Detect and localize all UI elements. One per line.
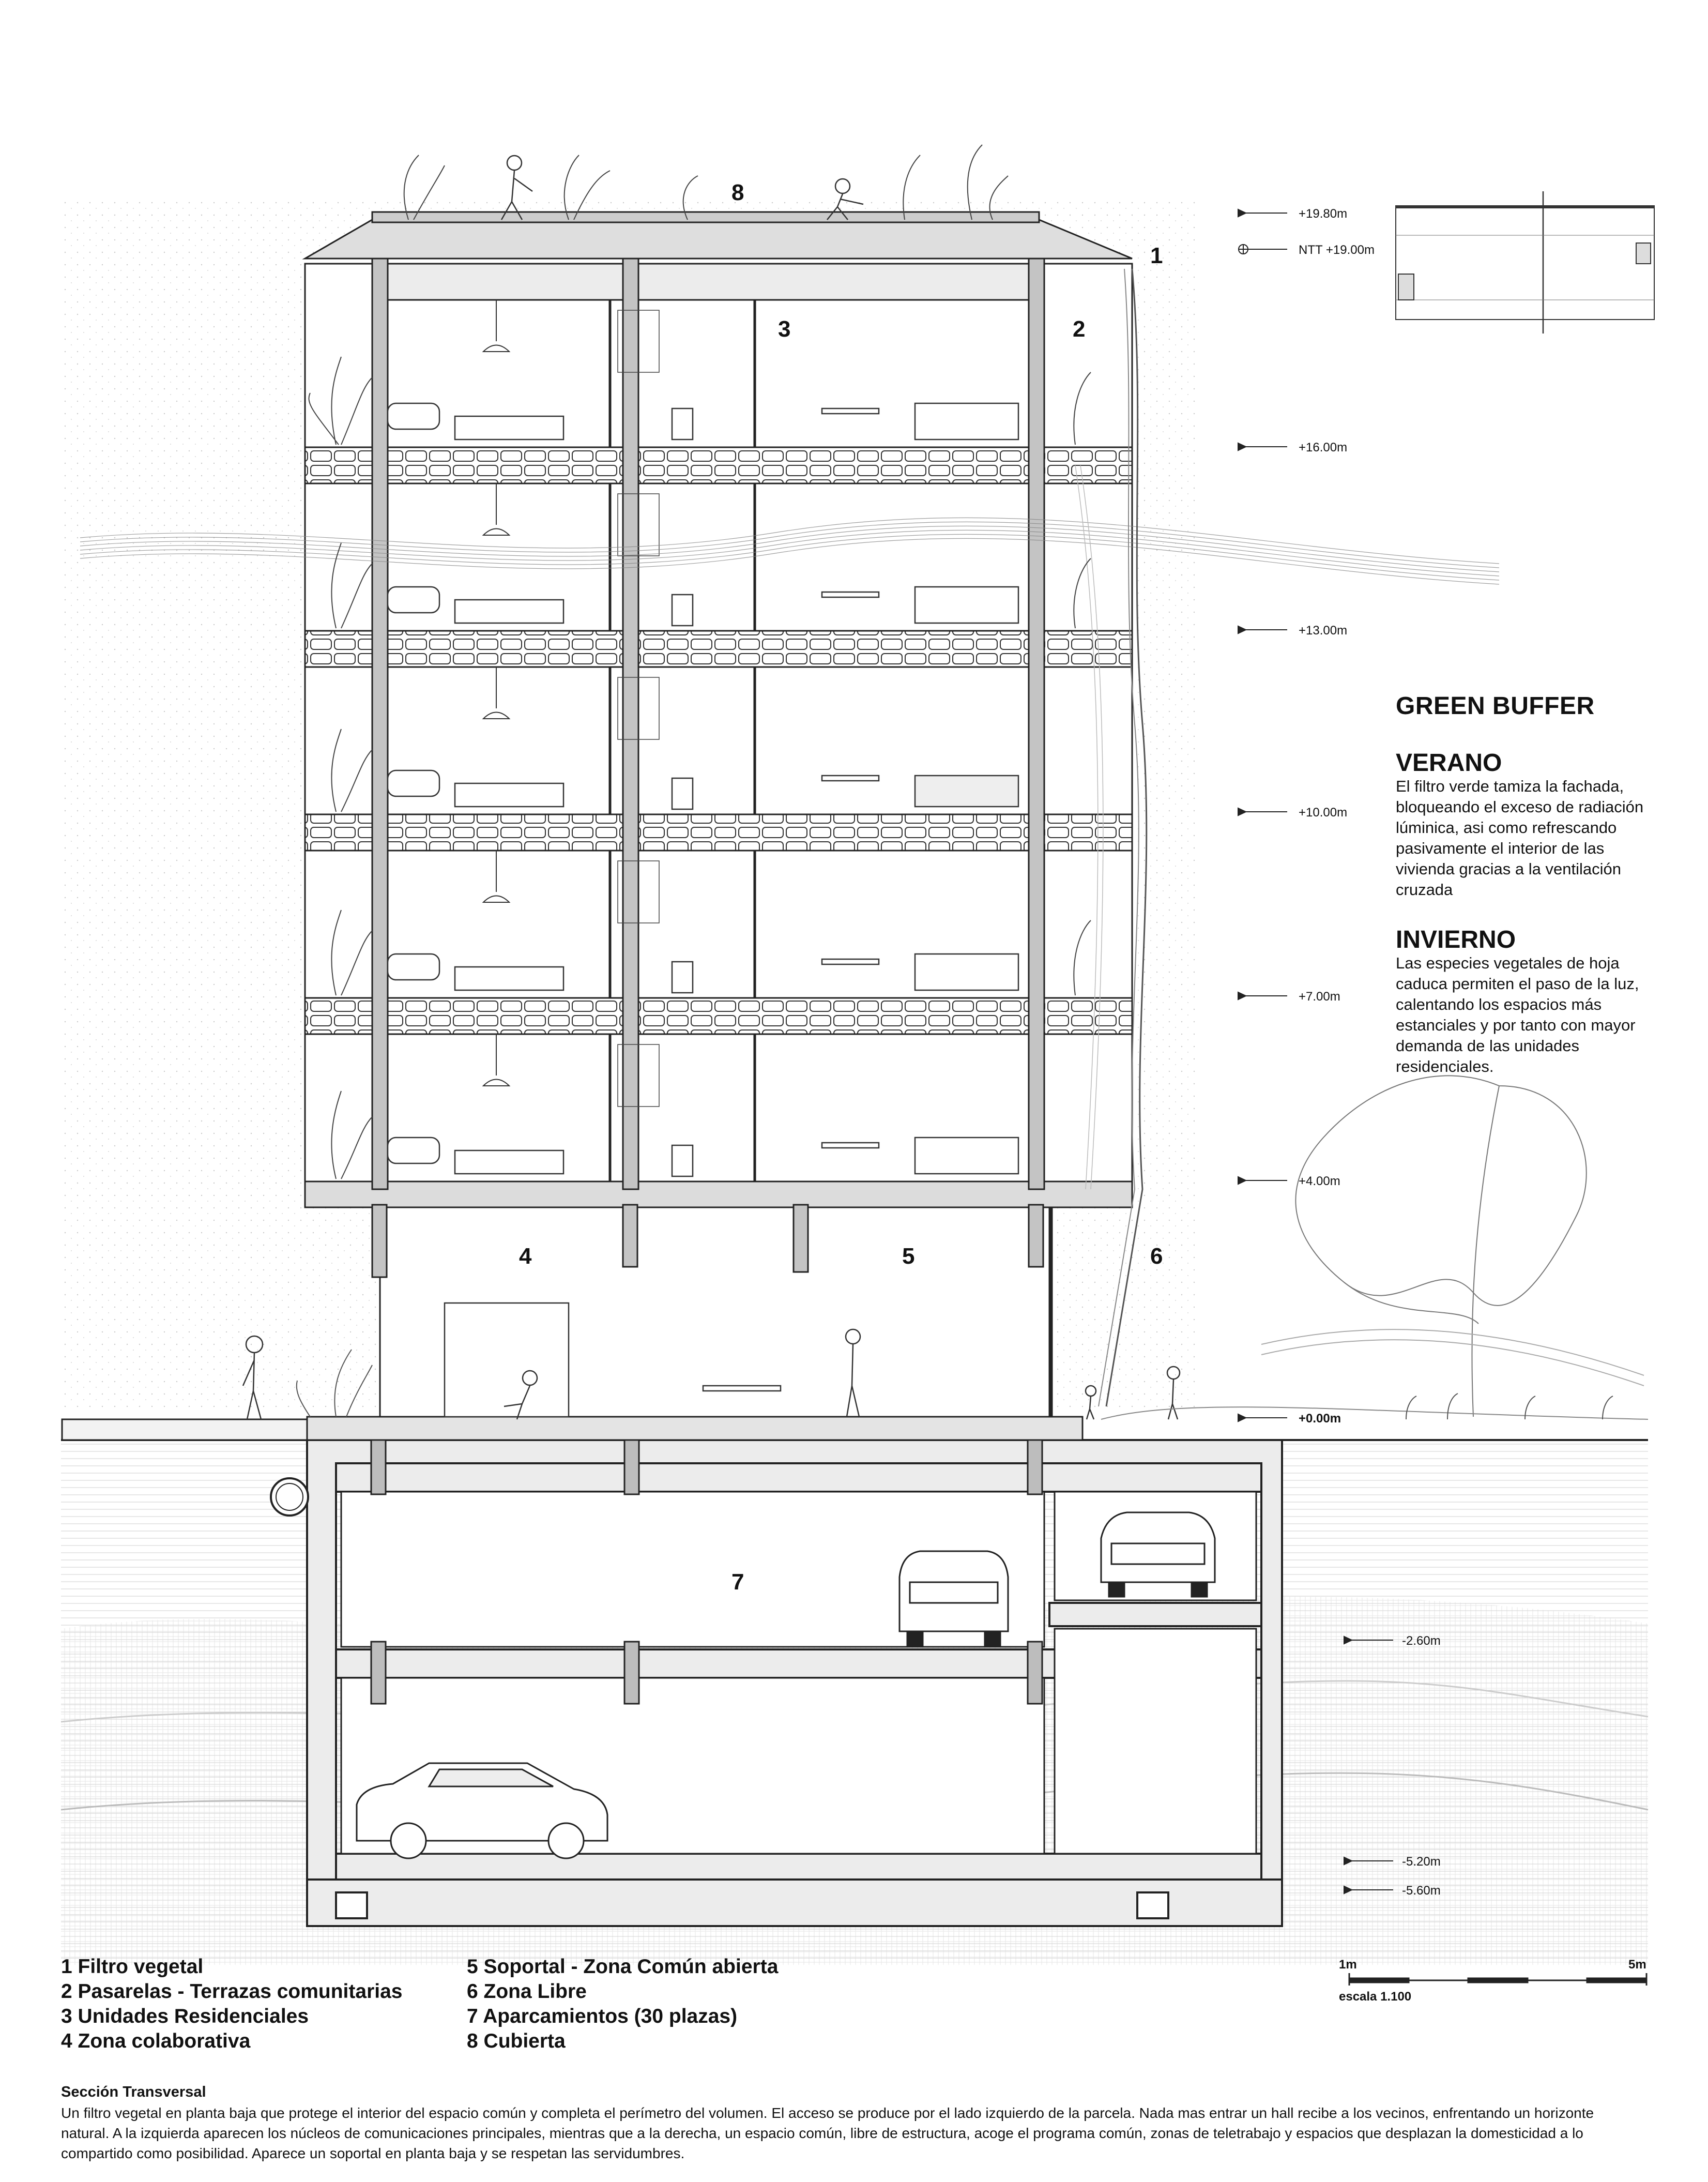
- level-roof-top: +19.80m: [1299, 207, 1348, 221]
- level-0: [1299, 1412, 1341, 1426]
- level-13: +13.00m: [1299, 624, 1348, 638]
- green-buffer-title: GREEN BUFFER: [1396, 692, 1595, 720]
- level-b1: -2.60m: [1402, 1634, 1441, 1648]
- summer-text: El filtro verde tamiza la fachada, bloqueando el exceso de radiación lúminica, asi como refrescando pasivamente el interior de las vivienda gracias a la ventilación cruzada: [1396, 777, 1644, 899]
- legend-item: 7 Aparcamientos (30 plazas): [467, 2005, 738, 2027]
- scale-bar: [1349, 1973, 1646, 1986]
- legend-item: 8 Cubierta: [467, 2030, 566, 2052]
- green-buffer-panel: [1396, 692, 1665, 1104]
- ground-floor: [62, 1417, 1082, 1440]
- car-level-1: [899, 1551, 1008, 1646]
- caption-title: Sección Transversal: [61, 2084, 206, 2100]
- zone-label-3: 3: [778, 316, 791, 342]
- scale-right-label: 5m: [1628, 1958, 1646, 1972]
- level-b2: -5.20m: [1402, 1855, 1441, 1869]
- legend-item: 3 Unidades Residenciales: [61, 2005, 309, 2027]
- key-plan: [1396, 191, 1654, 334]
- winter-text: Las especies vegetales de hoja caduca permiten el paso de la luz, calentando los espacios más estanciales y por tanto con mayor demanda de las unidades residenciales.: [1396, 954, 1639, 1075]
- level-ntt: NTT +19.00m: [1299, 243, 1375, 257]
- legend: [61, 1954, 836, 2054]
- scale-ratio-label: escala 1.100: [1339, 1990, 1412, 2004]
- legend-item: 4 Zona colaborativa: [61, 2030, 251, 2052]
- level-7: +7.00m: [1299, 990, 1340, 1004]
- level-0-text: +0.00m: [1299, 1412, 1341, 1426]
- scale-left-label: 1m: [1339, 1958, 1357, 1972]
- winter-title: INVIERNO: [1396, 926, 1516, 953]
- level-4: +4.00m: [1299, 1174, 1340, 1188]
- zone-label-6: 6: [1150, 1244, 1163, 1269]
- roof-slab: [305, 212, 1132, 300]
- legend-item: 1 Filtro vegetal: [61, 1956, 204, 1978]
- legend-item: 2 Pasarelas - Terrazas comunitarias: [61, 1980, 403, 2003]
- zone-label-7: 7: [731, 1569, 744, 1595]
- legend-list: [61, 1954, 826, 2054]
- level-16: +16.00m: [1299, 441, 1348, 454]
- summer-title: VERANO: [1396, 749, 1502, 777]
- zone-label-8: 8: [731, 180, 744, 205]
- zone-label-5: 5: [902, 1244, 915, 1269]
- caption: [61, 2084, 1643, 2163]
- caption-text: Un filtro vegetal en planta baja que protege el interior del espacio común y completa el perímetro del volumen. El acceso se produce por el lado izquierdo de la parcela. Nada mas entrar un hall recibe a los vecinos, enfrentando un horizonte natural. A la izquierda aparecen los núcleos de comunicaciones principales, mientras que a la derecha, un espacio común, libre de estructura, acoge el programa común, zonas de teletrabajo y espacios que desplazan la domesticidad a lo compartido como posibilidad. Aparece un soportal en planta baja y se respetan las servidumbres.: [61, 2105, 1594, 2161]
- zone-label-2: 2: [1073, 316, 1086, 342]
- zone-label-1: 1: [1150, 243, 1163, 268]
- level-10: +10.00m: [1299, 806, 1348, 820]
- legend-item: 6 Zona Libre: [467, 1980, 587, 2003]
- zone-label-4: 4: [519, 1244, 532, 1269]
- level-b3: -5.60m: [1402, 1884, 1441, 1898]
- legend-item: 5 Soportal - Zona Común abierta: [467, 1956, 779, 1978]
